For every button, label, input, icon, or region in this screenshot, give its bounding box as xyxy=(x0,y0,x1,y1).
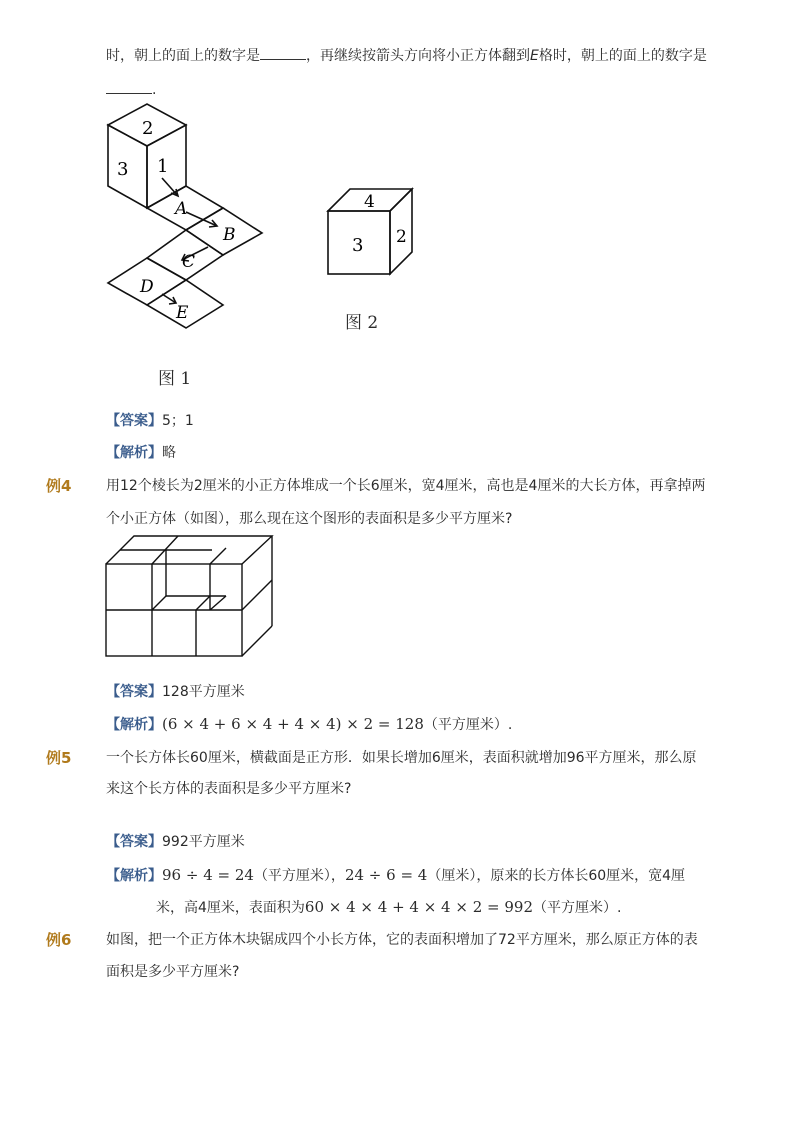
figure-1-caption: 图 1 xyxy=(158,369,192,389)
ex5-line1: 一个长方体长60厘米，横截面是正方形．如果长增加6厘米，表面积就增加96平方厘米，那么原 xyxy=(106,750,697,766)
cube-top-number: 2 xyxy=(142,118,154,139)
ex3-analysis: 【解析】略 xyxy=(106,445,176,461)
ex5-answer: 【答案】992平方厘米 xyxy=(106,834,245,850)
example-6-tag: 例6 xyxy=(46,931,72,949)
cube2-front-number: 3 xyxy=(352,235,364,256)
answer-blank-1 xyxy=(260,59,306,60)
cell-a-label: A xyxy=(175,199,188,219)
figure-2-caption: 图 2 xyxy=(345,313,379,333)
answer-blank-2 xyxy=(106,93,152,94)
cell-e-label: E xyxy=(176,303,189,323)
cube2-top-number: 4 xyxy=(364,192,375,212)
ex5-analysis-line2: 米，高4厘米，表面积为60 × 4 × 4 + 4 × 4 × 2 = 992（平方厘米）. xyxy=(156,898,622,916)
figure-2-cube xyxy=(320,185,420,280)
q3-line2: . xyxy=(106,80,156,100)
ex6-line1: 如图，把一个正方体木块锯成四个小长方体，它的表面积增加了72平方厘米，那么原正方体的表 xyxy=(106,932,698,948)
cell-d-label: D xyxy=(140,277,154,297)
q3-line1: 时，朝上的面上的数字是 ，再继续按箭头方向将小正方体翻到E格时，朝上的面上的数字是 xyxy=(106,48,707,64)
example-5-tag: 例5 xyxy=(46,749,72,767)
cell-b-label: B xyxy=(223,225,236,245)
cube-left-number: 3 xyxy=(117,159,129,180)
ex5-analysis-line1: 【解析】96 ÷ 4 = 24（平方厘米），24 ÷ 6 = 4（厘米），原来的长方体长60厘米，宽4厘 xyxy=(106,866,686,884)
ex4-formula: (6 × 4 + 6 × 4 + 4 × 4) × 2 = 128 xyxy=(162,715,424,733)
ex4-analysis: 【解析】(6 × 4 + 6 × 4 + 4 × 4) × 2 = 128（平方厘米）. xyxy=(106,715,513,733)
ex3-answer: 【答案】5；1 xyxy=(106,413,194,429)
example-4-tag: 例4 xyxy=(46,477,72,495)
figure-1-cube-path xyxy=(100,100,270,350)
cube-front-number: 1 xyxy=(157,156,169,177)
ex4-answer: 【答案】128平方厘米 xyxy=(106,684,245,700)
ex5-line2: 来这个长方体的表面积是多少平方厘米? xyxy=(106,781,352,797)
ex4-line2: 个小正方体（如图），那么现在这个图形的表面积是多少平方厘米? xyxy=(106,511,513,527)
figure-4-cuboid xyxy=(100,530,280,662)
cell-c-label: C xyxy=(182,252,196,272)
ex4-line1: 用12个棱长为2厘米的小正方体堆成一个长6厘米，宽4厘米，高也是4厘米的大长方体，再拿掉两 xyxy=(106,478,706,494)
ex6-line2: 面积是多少平方厘米? xyxy=(106,964,240,980)
cube2-right-number: 2 xyxy=(396,227,407,247)
